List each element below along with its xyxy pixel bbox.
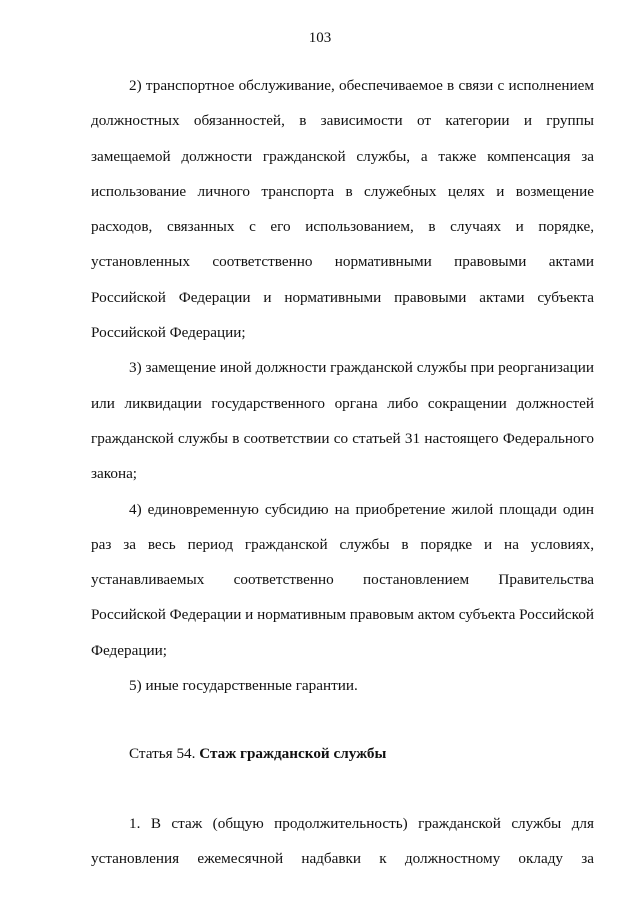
paragraph-item-3: 3) замещение иной должности гражданской службы при реорганизации или ликвидации государственного органа либо сокращении должностей гражданской службы в соответствии со статьей 31 настоящего Федерального закона; <box>91 359 594 483</box>
paragraph-item-5: 5) иные государственные гарантии. <box>129 677 358 695</box>
article-number: Статья 54. <box>129 745 196 763</box>
document-body <box>91 68 594 876</box>
article-heading <box>91 736 594 771</box>
paragraph-item-2: 2) транспортное обслуживание, обеспечиваемое в связи с исполнением должностных обязанностей, в зависимости от категории и группы замещаемой должности гражданской службы, а также компенсация за использование личного транспорта в служебных целях и возмещение расходов, связанных с его использованием, в случаях и порядке, установленных соответственно нормативными правовыми актами Российской Федерации и нормативными правовыми актами субъекта Российской Федерации; <box>91 77 594 342</box>
article-title: Стаж гражданской службы <box>199 745 387 763</box>
article-paragraph-1: 1. В стаж (общую продолжительность) гражданской службы для установления ежемесячной надбавки к должностному окладу за <box>91 814 594 867</box>
page-number: 103 <box>308 30 332 46</box>
paragraph-item-4: 4) единовременную субсидию на приобретение жилой площади один раз за весь период гражданской службы в порядке и на условиях, устанавливаемых соответственно постановлением Правительства Российской Федерации и нормативным правовым актом субъекта Российской Федерации; <box>91 500 594 659</box>
